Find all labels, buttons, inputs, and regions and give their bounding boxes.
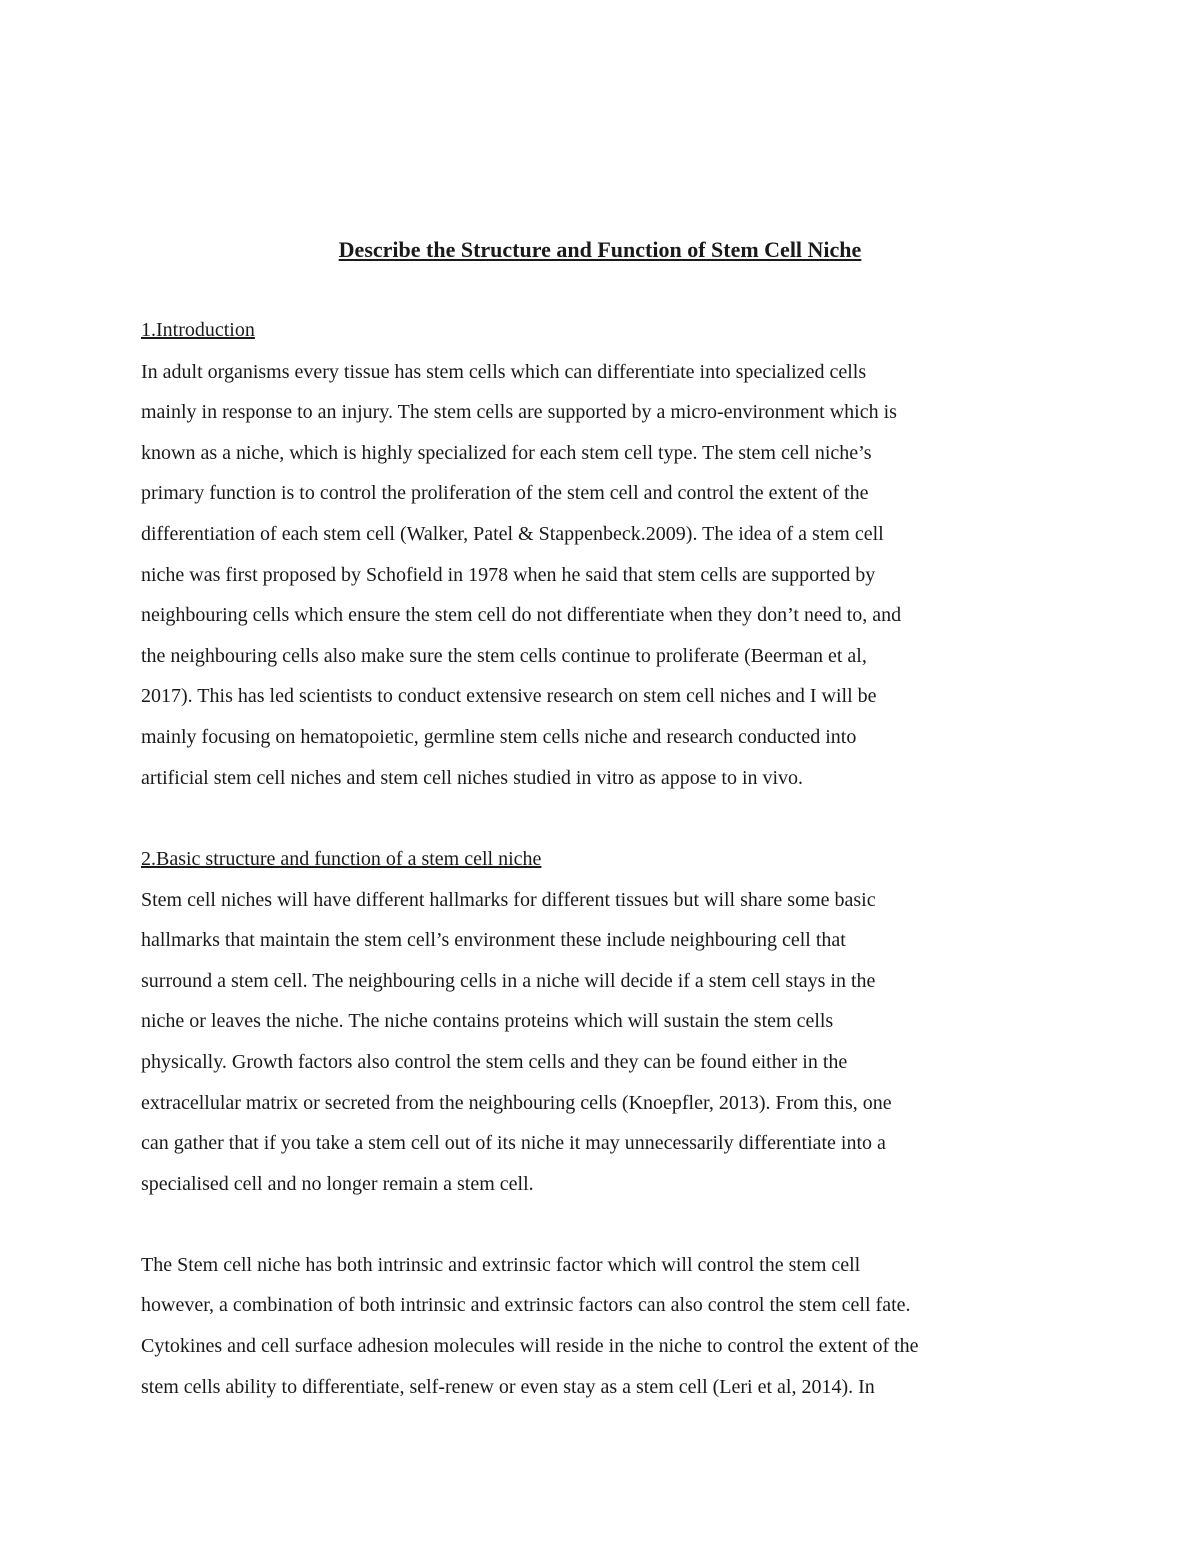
paragraph-line: physically. Growth factors also control the stem cells and they can be found either in the — [141, 1051, 848, 1073]
paragraph-line: extracellular matrix or secreted from the neighbouring cells (Knoepfler, 2013). From this, one — [141, 1092, 892, 1114]
paragraph-line: primary function is to control the proliferation of the stem cell and control the extent of the — [141, 482, 869, 504]
paragraph-line: surround a stem cell. The neighbouring cells in a niche will decide if a stem cell stays in the — [141, 970, 876, 992]
paragraph-line: Cytokines and cell surface adhesion molecules will reside in the niche to control the extent of the — [141, 1335, 919, 1357]
paragraph-line: specialised cell and no longer remain a stem cell. — [141, 1173, 534, 1195]
paragraph-line: 2017). This has led scientists to conduct extensive research on stem cell niches and I will be — [141, 685, 877, 707]
section-heading-introduction: 1.Introduction — [141, 319, 255, 341]
paragraph-line: known as a niche, which is highly specialized for each stem cell type. The stem cell niche’s — [141, 442, 872, 464]
paragraph-line: however, a combination of both intrinsic and extrinsic factors can also control the stem cell fate. — [141, 1294, 911, 1316]
paragraph-line: can gather that if you take a stem cell out of its niche it may unnecessarily differentiate into a — [141, 1132, 886, 1154]
paragraph-line: mainly focusing on hematopoietic, germline stem cells niche and research conducted into — [141, 726, 857, 748]
paragraph-line: differentiation of each stem cell (Walker, Patel & Stappenbeck.2009). The idea of a stem cell — [141, 523, 884, 545]
paragraph-line: Stem cell niches will have different hallmarks for different tissues but will share some basic — [141, 889, 876, 911]
paragraph-line: artificial stem cell niches and stem cell niches studied in vitro as appose to in vivo. — [141, 767, 804, 789]
section-heading-basic-structure: 2.Basic structure and function of a stem cell niche — [141, 848, 542, 870]
paragraph-line: stem cells ability to differentiate, self-renew or even stay as a stem cell (Leri et al, 2014). In — [141, 1376, 875, 1398]
paragraph-line: The Stem cell niche has both intrinsic and extrinsic factor which will control the stem cell — [141, 1254, 861, 1276]
paragraph-line: In adult organisms every tissue has stem cells which can differentiate into specialized cells — [141, 361, 867, 383]
paragraph-line: niche was first proposed by Schofield in 1978 when he said that stem cells are supported by — [141, 564, 876, 586]
paragraph-line: the neighbouring cells also make sure the stem cells continue to proliferate (Beerman et al, — [141, 645, 867, 667]
paragraph-line: hallmarks that maintain the stem cell’s environment these include neighbouring cell that — [141, 929, 846, 951]
paragraph-line: neighbouring cells which ensure the stem cell do not differentiate when they don’t need to, and — [141, 604, 902, 626]
paragraph-line: mainly in response to an injury. The stem cells are supported by a micro-environment which is — [141, 401, 897, 423]
document-title: Describe the Structure and Function of Stem Cell Niche — [338, 237, 862, 262]
paragraph-line: niche or leaves the niche. The niche contains proteins which will sustain the stem cells — [141, 1010, 834, 1032]
